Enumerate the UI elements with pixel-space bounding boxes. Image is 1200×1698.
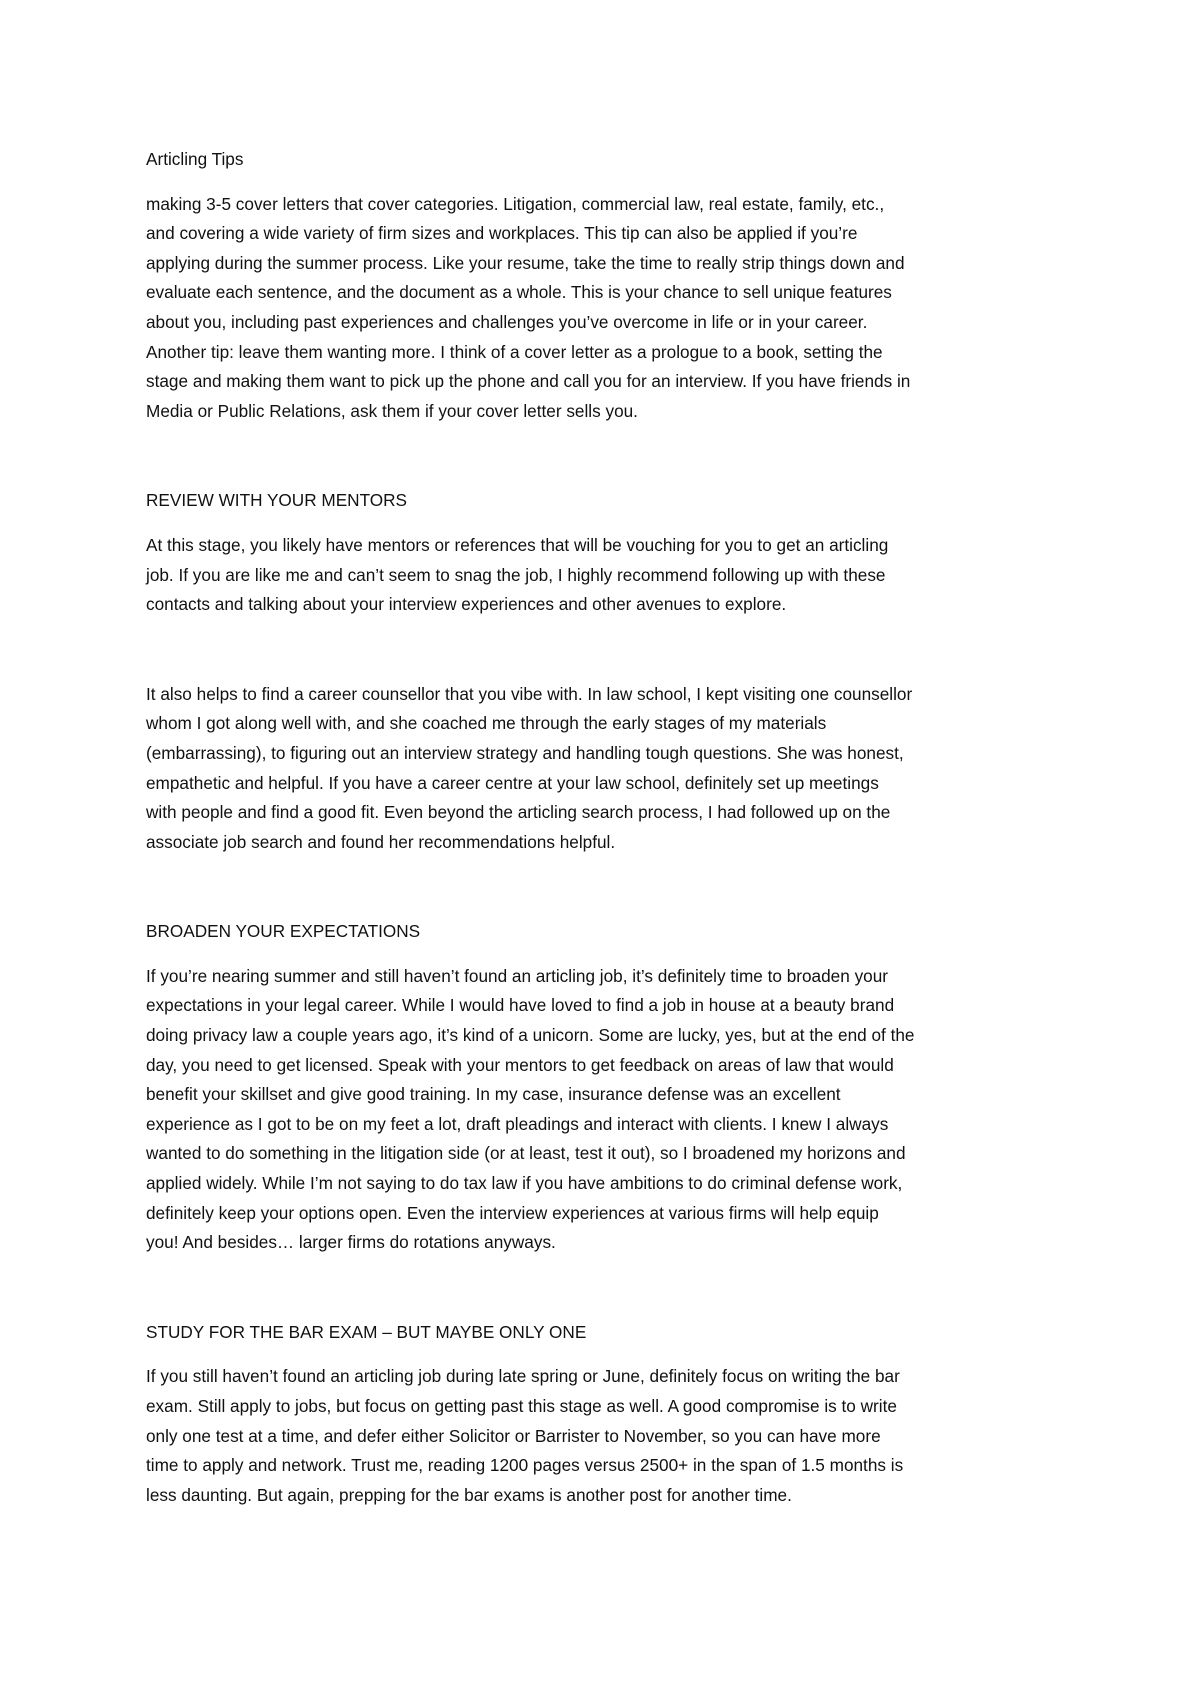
cover-letters-paragraph: making 3-5 cover letters that cover categories. Litigation, commercial law, real estate, family, etc., and covering a wide variety of firm sizes and workplaces. This tip can also be applied if you’re applying during the summer process. Like your resume, take the time to really strip things down and evaluate each sentence, and the document as a whole. This is your chance to sell unique features about you, including past experiences and challenges you’ve overcome in life or in your career. Another tip: leave them wanting more. I think of a cover letter as a prologue to a book, setting the stage and making them want to pick up the phone and call you for an interview. If you have friends in Media or Public Relations, ask them if your cover letter sells you. xyxy=(146,193,911,421)
review-mentors-heading: REVIEW WITH YOUR MENTORS xyxy=(146,490,408,511)
spacer xyxy=(146,426,1066,486)
document-page xyxy=(146,145,1066,1510)
bar-exam-heading: STUDY FOR THE BAR EXAM – BUT MAYBE ONLY ONE xyxy=(146,1321,587,1342)
spacer xyxy=(146,857,1066,917)
spacer xyxy=(146,1258,1066,1318)
broaden-expectations-heading: BROADEN YOUR EXPECTATIONS xyxy=(146,921,421,942)
document-title: Articling Tips xyxy=(146,149,244,169)
bar-exam-paragraph: If you still haven’t found an articling job during late spring or June, definitely focus on writing the bar exam. Still apply to jobs, but focus on getting past this stage as well. A good compromise is to write only one test at a time, and defer either Solicitor or Barrister to November, so you can have more time to apply and network. Trust me, reading 1200 pages versus 2500+ in the span of 1.5 months is less daunting. But again, prepping for the bar exams is another post for another time. xyxy=(146,1366,904,1505)
spacer xyxy=(146,620,1066,680)
career-counsellor-paragraph: It also helps to find a career counsellor that you vibe with. In law school, I kept visiting one counsellor whom I got along well with, and she coached me through the early stages of my materials (embarrassing), to figuring out an interview strategy and handling tough questions. She was honest, empathetic and helpful. If you have a career centre at your law school, definitely set up meetings with people and find a good fit. Even beyond the articling search process, I had followed up on the associate job search and found her recommendations helpful. xyxy=(146,683,913,852)
broaden-expectations-paragraph: If you’re nearing summer and still haven’t found an articling job, it’s definitely time to broaden your expectations in your legal career. While I would have loved to find a job in house at a beauty brand doing privacy law a couple years ago, it’s kind of a unicorn. Some are lucky, yes, but at the end of the day, you need to get licensed. Speak with your mentors to get feedback on areas of law that would benefit your skillset and give good training. In my case, insurance defense was an excellent experience as I got to be on my feet a lot, draft pleadings and interact with clients. I knew I always wanted to do something in the litigation side (or at least, test it out), so I broadened my horizons and applied widely. While I’m not saying to do tax law if you have ambitions to do criminal defense work, definitely keep your options open. Even the interview experiences at various firms will help equip you! And besides… larger firms do rotations anyways. xyxy=(146,965,915,1253)
review-mentors-paragraph: At this stage, you likely have mentors or references that will be vouching for you to get an articling job. If you are like me and can’t seem to snag the job, I highly recommend following up with these contacts and talking about your interview experiences and other avenues to explore. xyxy=(146,534,889,615)
